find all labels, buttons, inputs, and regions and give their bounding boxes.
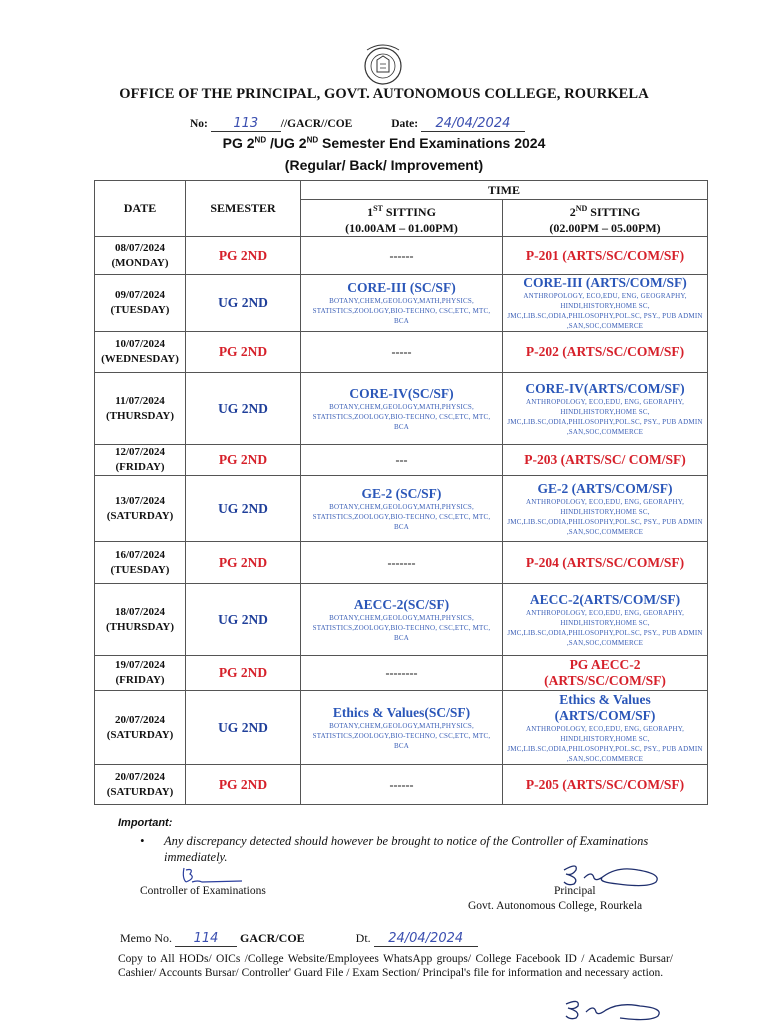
sitting-2-cell [503, 237, 708, 275]
sitting-1-subjects-list: BOTANY,CHEM,GEOLOGY,MATH,PHYSICS, STATISTICS,ZOOLOGY,BIO-TECHNO, CSC,ETC, MTC, BCA [312, 613, 491, 642]
sitting-1-subjects-list: BOTANY,CHEM,GEOLOGY,MATH,PHYSICS, STATISTICS,ZOOLOGY,BIO-TECHNO, CSC,ETC, MTC, BCA [312, 402, 491, 431]
sitting-2-cell [503, 476, 708, 542]
table-row [95, 373, 708, 445]
ref-code: //GACR//COE [280, 118, 353, 130]
date-cell: 08/07/2024 (MONDAY) [95, 237, 186, 275]
semester-cell: PG 2ND [186, 656, 301, 691]
col-header-sitting-1: 1ST SITTING (10.00AM – 01.00PM) [301, 200, 503, 237]
date-cell: 20/07/2024 (SATURDAY) [95, 765, 186, 805]
sitting-2-subject: GE-2 (ARTS/COM/SF) [537, 480, 673, 496]
sitting-1-subjects-list: BOTANY,CHEM,GEOLOGY,MATH,PHYSICS, STATISTICS,ZOOLOGY,BIO-TECHNO, CSC,ETC, MTC, BCA [312, 502, 491, 531]
semester-cell: UG 2ND [186, 373, 301, 445]
sitting-1-subject: AECC-2(SC/SF) [353, 596, 450, 612]
table-row [95, 275, 708, 332]
table-row [95, 765, 708, 805]
sitting-2-subjects-list: ANTHROPOLOGY, ECO,EDU, ENG, GEORAPHY, HINDI,HISTORY,HOME SC, JMC,LIB.SC,ODIA,PHILOSOPHY,POL.SC, PSY., PUB ADMIN ,SAN,SOC,COMMERCE [507, 497, 703, 536]
table-row [95, 691, 708, 765]
memo-ref: GACR/COE [240, 931, 305, 945]
exam-schedule-table [94, 180, 708, 805]
sitting-1-empty: ------ [389, 248, 414, 263]
table-row [95, 332, 708, 373]
sitting-2-cell [503, 542, 708, 584]
bullet-icon: • [140, 834, 145, 848]
col-header-date: DATE [95, 181, 186, 237]
semester-cell: PG 2ND [186, 445, 301, 476]
sitting-2-paper: P-201 (ARTS/SC/COM/SF) [525, 247, 685, 263]
col-header-semester: SEMESTER [186, 181, 301, 237]
sitting-2-subjects-list: ANTHROPOLOGY, ECO,EDU, ENG, GEOGRAPHY, HINDI,HISTORY,HOME SC, JMC,LIB.SC,ODIA,PHILOSOPHY,POL.SC, PSY., PUB ADMIN ,SAN,SOC,COMMERCE [507, 292, 703, 330]
sitting-1-cell [301, 542, 503, 584]
semester-cell: PG 2ND [186, 332, 301, 373]
sitting-2-cell [503, 584, 708, 656]
col-header-sitting-2: 2ND SITTING (02.00PM – 05.00PM) [503, 200, 708, 237]
sitting-1-subjects-list: BOTANY,CHEM,GEOLOGY,MATH,PHYSICS, STATISTICS,ZOOLOGY,BIO-TECHNO, CSC,ETC, MTC, BCA [312, 297, 491, 325]
exam-title: PG 2ND /UG 2ND Semester End Examinations 2024 [222, 135, 546, 151]
sitting-1-cell [301, 584, 503, 656]
memo-label: Memo No. [120, 931, 172, 945]
memo-value: 114 [175, 931, 237, 947]
sitting-2-paper: P-205 (ARTS/SC/COM/SF) [525, 776, 685, 792]
date-value: 24/04/2024 [421, 116, 525, 132]
sitting-1-empty: ------- [387, 555, 416, 570]
sitting-2-cell [503, 332, 708, 373]
semester-cell: UG 2ND [186, 476, 301, 542]
sitting-1-cell [301, 765, 503, 805]
sitting-1-subject: Ethics & Values(SC/SF) [332, 704, 471, 720]
sitting-1-cell [301, 656, 503, 691]
date-cell: 12/07/2024 (FRIDAY) [95, 445, 186, 476]
date-cell: 11/07/2024 (THURSDAY) [95, 373, 186, 445]
principal-signature-2 [560, 996, 670, 1024]
semester-cell: UG 2ND [186, 691, 301, 765]
principal-label: Principal [554, 885, 596, 897]
memo-date-label: Dt. [355, 931, 371, 945]
memo-date-value: 24/04/2024 [374, 931, 478, 947]
table-row [95, 476, 708, 542]
table-row [95, 542, 708, 584]
copy-to-text: Copy to All HODs/ OICs /College Website/Employees WhatsApp groups/ College Facebook ID / Academic Bursar/ Cashier/ Accounts Bursar/ Controller' Guard File / Exam Section/ Principal's file for information and necessary action. [118, 953, 673, 979]
sitting-2-paper: PG AECC-2 [569, 657, 641, 672]
semester-cell: UG 2ND [186, 584, 301, 656]
table-row [95, 445, 708, 476]
sitting-1-cell [301, 691, 503, 765]
sitting-2-subjects-list: ANTHROPOLOGY, ECO,EDU, ENG, GEORAPHY, HINDI,HISTORY,HOME SC, JMC,LIB.SC,ODIA,PHILOSOPHY,POL.SC, PSY., PUB ADMIN ,SAN,SOC,COMMERCE [507, 724, 703, 763]
date-cell: 13/07/2024 (SATURDAY) [95, 476, 186, 542]
col-header-time: TIME [301, 181, 708, 200]
date-cell: 18/07/2024 (THURSDAY) [95, 584, 186, 656]
sitting-1-cell [301, 275, 503, 332]
sitting-1-subject: CORE-III (SC/SF) [347, 280, 456, 295]
date-label: Date: [391, 118, 419, 130]
reference-line [190, 116, 525, 132]
sitting-2-subjects-list: ANTHROPOLOGY, ECO,EDU, ENG, GEORAPHY, HINDI,HISTORY,HOME SC, JMC,LIB.SC,ODIA,PHILOSOPHY,POL.SC, PSY., PUB ADMIN ,SAN,SOC,COMMERCE [507, 608, 703, 647]
sitting-2-cell [503, 691, 708, 765]
sitting-2-cell [503, 765, 708, 805]
sitting-2-cell [503, 275, 708, 332]
sitting-2-paper: P-204 (ARTS/SC/COM/SF) [525, 554, 685, 570]
sitting-1-empty: --- [395, 453, 408, 467]
semester-cell: PG 2ND [186, 765, 301, 805]
exam-subtitle: (Regular/ Back/ Improvement) [284, 157, 484, 173]
college-seal-logo [357, 38, 409, 90]
semester-cell: UG 2ND [186, 275, 301, 332]
sitting-2-subject-b: (ARTS/COM/SF) [554, 707, 656, 723]
sitting-1-subject: GE-2 (SC/SF) [361, 485, 442, 501]
table-row [95, 584, 708, 656]
sitting-2-subject: AECC-2(ARTS/COM/SF) [529, 591, 681, 607]
office-heading: OFFICE OF THE PRINCIPAL, GOVT. AUTONOMOUS COLLEGE, ROURKELA [119, 86, 649, 102]
sitting-1-subjects-list: BOTANY,CHEM,GEOLOGY,MATH,PHYSICS, STATISTICS,ZOOLOGY,BIO-TECHNO, CSC,ETC, MTC, BCA [312, 721, 491, 750]
sitting-2-subjects-list: ANTHROPOLOGY, ECO,EDU, ENG, GEORAPHY, HINDI,HISTORY,HOME SC, JMC,LIB.SC,ODIA,PHILOSOPHY,POL.SC, PSY., PUB ADMIN ,SAN,SOC,COMMERCE [507, 397, 703, 436]
sitting-1-cell [301, 237, 503, 275]
sitting-2-cell [503, 373, 708, 445]
semester-cell: PG 2ND [186, 237, 301, 275]
sitting-1-empty: -------- [385, 666, 418, 680]
principal-college: Govt. Autonomous College, Rourkela [468, 900, 643, 912]
important-note: • Any discrepancy detected should however be brought to notice of the Controller of Examinations immediately. [140, 834, 649, 864]
sitting-1-subject: CORE-IV(SC/SF) [349, 385, 454, 401]
sitting-1-empty: ------ [389, 777, 414, 792]
sitting-2-subject: CORE-IV(ARTS/COM/SF) [525, 380, 685, 396]
date-cell: 20/07/2024 (SATURDAY) [95, 691, 186, 765]
sitting-2-paper: P-202 (ARTS/SC/COM/SF) [525, 344, 685, 359]
date-cell: 16/07/2024 (TUESDAY) [95, 542, 186, 584]
semester-cell: PG 2ND [186, 542, 301, 584]
sitting-2-paper: P-203 (ARTS/SC/ COM/SF) [524, 452, 686, 467]
sitting-2-cell [503, 445, 708, 476]
sitting-1-cell [301, 332, 503, 373]
table-row [95, 237, 708, 275]
sitting-1-empty: ----- [391, 345, 412, 359]
no-value: 113 [211, 116, 281, 132]
table-row [95, 656, 708, 691]
date-cell: 19/07/2024 (FRIDAY) [95, 656, 186, 691]
sitting-2-cell [503, 656, 708, 691]
sitting-1-cell [301, 476, 503, 542]
sitting-2-subject: Ethics & Values [559, 691, 651, 707]
date-cell: 10/07/2024 (WEDNESDAY) [95, 332, 186, 373]
controller-label: Controller of Examinations [140, 885, 266, 897]
sitting-2-subject: CORE-III (ARTS/COM/SF) [523, 275, 687, 290]
important-heading: Important: [118, 817, 173, 829]
date-cell: 09/07/2024 (TUESDAY) [95, 275, 186, 332]
sitting-2-paper-b: (ARTS/SC/COM/SF) [544, 673, 666, 688]
memo-line [120, 931, 478, 947]
no-label: No: [190, 118, 208, 130]
sitting-1-cell [301, 445, 503, 476]
sitting-1-cell [301, 373, 503, 445]
